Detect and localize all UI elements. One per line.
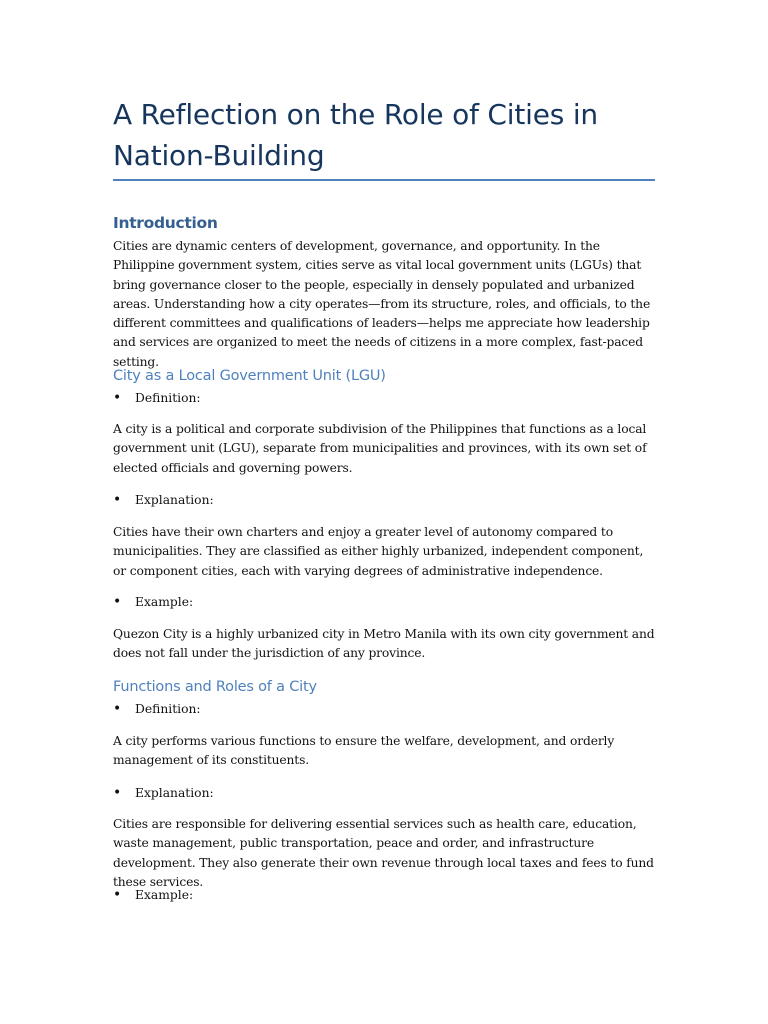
paragraph-functions-explanation: Cities are responsible for delivering essential services such as health care, education, waste management, public transportation, peace and order, and infrastructure development. They also generate their own revenue through local taxes and fees to fund these services. [113, 817, 654, 889]
bullet-point-icon: • [113, 887, 122, 903]
heading-city-as-lgu: City as a Local Government Unit (LGU) [113, 368, 386, 384]
bullet-label: Example: [135, 595, 194, 609]
bullet-point-icon: • [113, 785, 122, 801]
title-underline [113, 179, 655, 181]
bullet-label: Explanation: [135, 786, 214, 800]
paragraph-functions-definition: A city performs various functions to ensure the welfare, development, and orderly management of its constituents. [113, 734, 615, 768]
bullet-point-icon: • [113, 390, 122, 406]
paragraph-lgu-explanation: Cities have their own charters and enjoy a greater level of autonomy compared to municipalities. They are classified as either highly urbanized, independent component, or component cities, each with varying degrees of administrative independence. [113, 525, 644, 578]
paragraph-introduction: Cities are dynamic centers of development, governance, and opportunity. In the Philippine government system, cities serve as vital local government units (LGUs) that bring governance closer to the people, especially in densely populated and urbanized areas. Understanding how a city operates—from its structure, roles, and officials, to the different committees and qualifications of leaders—helps me appreciate how leadership and services are organized to meet the needs of citizens in a more complex, fast-paced setting. [113, 239, 651, 369]
bullet-label: Definition: [135, 391, 201, 405]
bullet-point-icon: • [113, 594, 122, 610]
bullet-label: Definition: [135, 702, 201, 716]
heading-functions-roles: Functions and Roles of a City [113, 679, 317, 695]
paragraph-lgu-definition: A city is a political and corporate subdivision of the Philippines that functions as a local government unit (LGU), separate from municipalities and provinces, with its own set of elected officials and governing powers. [113, 422, 647, 475]
bullet-label: Explanation: [135, 493, 214, 507]
bullet-label: Example: [135, 888, 194, 902]
document-title: A Reflection on the Role of Cities in Nation-Building [113, 98, 598, 172]
heading-introduction: Introduction [113, 214, 218, 232]
bullet-point-icon: • [113, 701, 122, 717]
bullet-point-icon: • [113, 492, 122, 508]
paragraph-lgu-example: Quezon City is a highly urbanized city in Metro Manila with its own city government and does not fall under the jurisdiction of any province. [113, 627, 655, 661]
